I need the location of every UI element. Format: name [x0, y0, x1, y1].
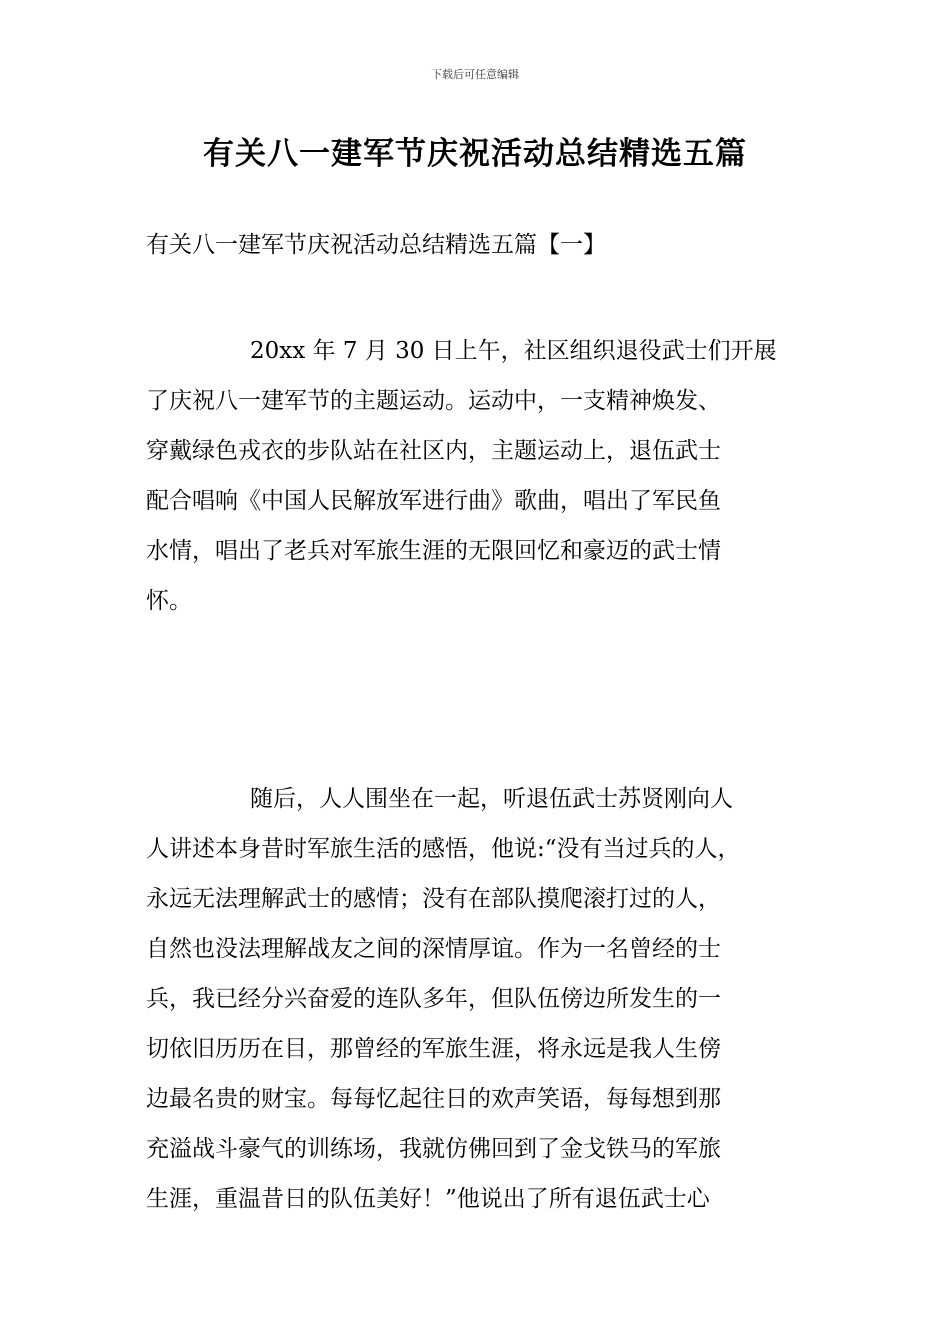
paragraph-line: 穿戴绿色戎衣的步队站在社区内，主题运动上，退伍武士 — [146, 438, 721, 464]
paragraph-1 — [146, 326, 826, 626]
paragraph-line: 生涯，重温昔日的队伍美好！”他说出了所有退伍武士心 — [146, 1186, 710, 1212]
section-heading: 有关八一建军节庆祝活动总结精选五篇【一】 — [146, 232, 606, 258]
paragraph-line: 怀。 — [146, 588, 192, 614]
paragraph-line: 边最名贵的财宝。每每忆起往日的欢声笑语，每每想到那 — [146, 1086, 721, 1112]
paragraph-2 — [146, 774, 826, 1224]
paragraph-line: 水情，唱出了老兵对军旅生涯的无限回忆和豪迈的武士情 — [146, 538, 721, 564]
paragraph-line: 配合唱响《中国人民解放军进行曲》歌曲，唱出了军民鱼 — [146, 488, 721, 514]
paragraph-line: 自然也没法理解战友之间的深情厚谊。作为一名曾经的士 — [146, 936, 721, 962]
header-note: 下载后可任意编辑 — [431, 68, 519, 81]
paragraph-line: 人讲述本身昔时军旅生活的感悟，他说:“没有当过兵的人， — [146, 836, 741, 862]
paragraph-line: 兵，我已经分兴奋爱的连队多年，但队伍傍边所发生的一 — [146, 986, 721, 1012]
paragraph-line: 随后，人人围坐在一起，听退伍武士苏贤刚向人 — [250, 786, 733, 812]
page-title: 有关八一建军节庆祝活动总结精选五篇 — [203, 136, 747, 172]
paragraph-line: 充溢战斗豪气的训练场，我就仿佛回到了金戈铁马的军旅 — [146, 1136, 721, 1162]
paragraph-line: 了庆祝八一建军节的主题运动。运动中，一支精神焕发、 — [146, 388, 721, 414]
paragraph-line: 切依旧历历在目，那曾经的军旅生涯，将永远是我人生傍 — [146, 1036, 721, 1062]
paragraph-line: 20xx 年 7 月 30 日上午，社区组织退役武士们开展 — [250, 338, 777, 364]
paragraph-line: 永远无法理解武士的感情；没有在部队摸爬滚打过的人， — [146, 886, 721, 912]
